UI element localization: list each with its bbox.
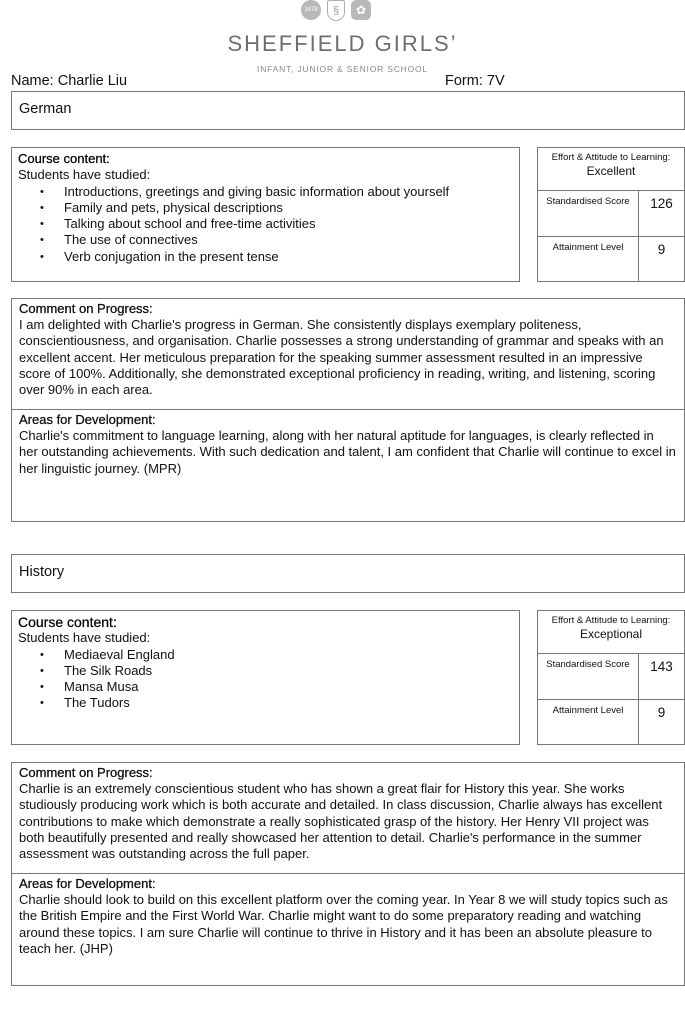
development-text: Charlie should look to build on this excellent platform over the coming year. In Year 8 we will study topics such as the British Empire and the First World War. Charlie might want to do some preparatory reading and watching around these topics. I am sure Charlie will continue to thrive in History and it has been an absolute pleasure to teach her. (JHP) bbox=[19, 892, 668, 956]
score-value: 126 bbox=[639, 191, 684, 237]
development-comment bbox=[12, 874, 684, 957]
comments-history bbox=[11, 762, 685, 986]
course-content-german bbox=[11, 147, 520, 282]
topic-item: • Mediaeval England bbox=[64, 647, 519, 663]
topic-item: • Talking about school and free-time activities bbox=[64, 216, 519, 232]
comment-text: I am delighted with Charlie's progress in German. She consistently displays exemplary politeness, conscientiousness, and organisation. Charlie possesses a strong understanding of grammar and speaks with an excellent accent. Her meticulous preparation for the speaking summer assessment resulted in an impressive score of 100%. Additionally, she demonstrated exceptional proficiency in reading, writing, and listening, scoring over 90% in each area. bbox=[19, 317, 664, 398]
course-content-history bbox=[11, 610, 520, 745]
effort-value: Exceptional bbox=[579, 627, 643, 641]
development-text: Charlie's commitment to language learning, along with her natural aptitude for languages, is clearly reflected in her outstanding achievements. With such dedication and talent, I am confident that Charlie will continue to excel in her linguistic journey. (MPR) bbox=[19, 428, 676, 476]
effort-label: Effort & Attitude to Learning: bbox=[551, 615, 671, 626]
comment-heading: Comment on Progress: bbox=[19, 765, 153, 780]
subject-title-history: History bbox=[11, 554, 685, 593]
shield-crest-icon: § bbox=[327, 0, 345, 21]
progress-comment bbox=[12, 299, 684, 409]
school-name: SHEFFIELD GIRLS’ bbox=[227, 31, 458, 56]
development-heading: Areas for Development: bbox=[19, 412, 156, 427]
course-heading: Course content: bbox=[18, 614, 117, 630]
attainment-value: 9 bbox=[657, 705, 666, 720]
development-comment bbox=[12, 410, 684, 477]
topic-list bbox=[18, 184, 519, 265]
assessment-grid-history bbox=[537, 610, 685, 745]
course-intro: Students have studied: bbox=[18, 630, 151, 646]
topic-item: • Mansa Musa bbox=[64, 679, 519, 695]
topic-item: • The use of connectives bbox=[64, 232, 519, 248]
effort-label: Effort & Attitude to Learning: bbox=[551, 152, 671, 163]
subject-title-german: German bbox=[11, 91, 685, 130]
score-label: Standardised Score bbox=[538, 191, 639, 237]
topic-item: • The Tudors bbox=[64, 695, 519, 711]
comments-german bbox=[11, 298, 685, 522]
progress-comment bbox=[12, 763, 684, 873]
topic-list bbox=[18, 647, 519, 712]
school-subtitle: INFANT, JUNIOR & SENIOR SCHOOL bbox=[257, 64, 428, 74]
comment-heading: Comment on Progress: bbox=[19, 301, 153, 316]
topic-item: • Verb conjugation in the present tense bbox=[64, 249, 519, 265]
development-heading: Areas for Development: bbox=[19, 876, 156, 891]
founding-year-badge-icon: 1878 bbox=[301, 0, 321, 20]
topic-item: • The Silk Roads bbox=[64, 663, 519, 679]
score-value: 143 bbox=[639, 654, 684, 700]
effort-cell bbox=[538, 611, 684, 654]
attainment-label: Attainment Level bbox=[538, 237, 639, 281]
score-label: Standardised Score bbox=[538, 654, 639, 700]
course-heading: Course content: bbox=[18, 151, 110, 166]
comment-text: Charlie is an extremely conscientious student who has shown a great flair for History this year. She works studiously producing work which is both accurate and detailed. In class discussion, Charlie always has excellent contributions to make which demonstrate a really sophisticated grasp of the history. Her Henry VII project was both beautifully presented and really showcased her attention to detail. Charlie's performance in the summer assessment was outstanding across the full paper. bbox=[19, 781, 663, 862]
effort-value: Excellent bbox=[586, 164, 636, 178]
attainment-value: 9 bbox=[657, 242, 666, 257]
attainment-label: Attainment Level bbox=[538, 700, 639, 744]
topic-item: • Family and pets, physical descriptions bbox=[64, 200, 519, 216]
rose-emblem-icon: ✿ bbox=[351, 0, 371, 20]
student-name: Name: Charlie Liu bbox=[11, 73, 128, 89]
topic-item: • Introductions, greetings and giving basic information about yourself bbox=[64, 184, 519, 200]
assessment-grid-german bbox=[537, 147, 685, 282]
student-form: Form: 7V bbox=[445, 73, 505, 89]
course-intro: Students have studied: bbox=[18, 167, 151, 183]
effort-cell bbox=[538, 148, 684, 191]
school-logo bbox=[298, 0, 374, 22]
